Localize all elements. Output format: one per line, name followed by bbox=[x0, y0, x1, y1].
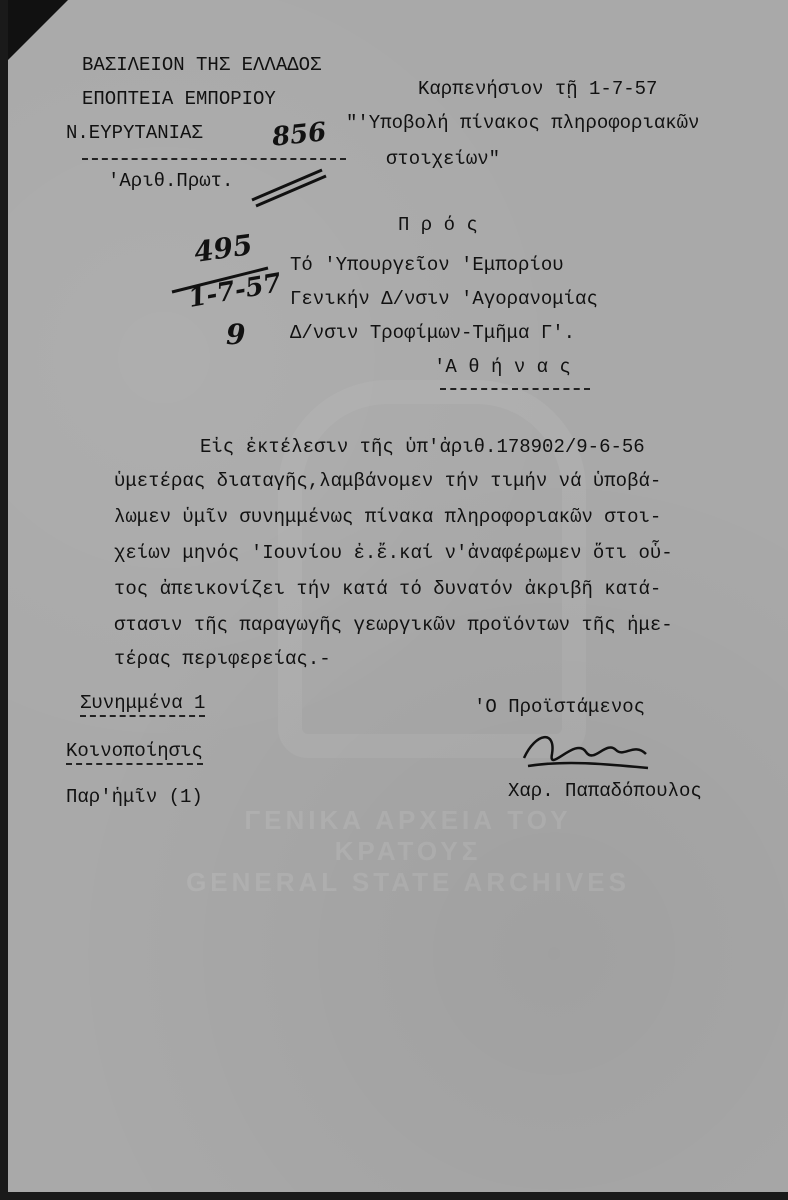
letterhead-line-1: ΒΑΣΙΛΕΙΟΝ ΤΗΣ ΕΛΛΑΔΟΣ bbox=[82, 54, 322, 76]
margin-note-mark: 9 bbox=[226, 318, 246, 351]
folded-corner bbox=[8, 0, 68, 60]
margin-note-date: 1-7-57 bbox=[186, 268, 284, 314]
handwritten-signature bbox=[516, 724, 656, 784]
signature-title: 'Ο Προϊστάμενος bbox=[474, 696, 646, 718]
protocol-number-label: 'Αριθ.Πρωτ. bbox=[108, 170, 234, 192]
signature-name: Χαρ. Παπαδόπουλος bbox=[508, 780, 702, 802]
body-line-7: τέρας περιφερείας.- bbox=[114, 648, 331, 670]
body-line-2: ὑμετέρας διαταγῆς,λαμβάνομεν τήν τιμήν νά ὑποβά- bbox=[114, 470, 662, 492]
handwritten-protocol-number: 856 bbox=[270, 117, 328, 153]
recipient-divider bbox=[440, 388, 590, 390]
recipient-line-1: Τό 'Υπουργεῖον 'Εμπορίου bbox=[290, 254, 564, 276]
letterhead-line-2: ΕΠΟΠΤΕΙΑ ΕΜΠΟΡΙΟΥ bbox=[82, 88, 276, 110]
letterhead-line-3: Ν.ΕΥΡΥΤΑΝΙΑΣ bbox=[66, 122, 203, 144]
margin-note-number: 495 bbox=[191, 228, 255, 269]
distribution-label: Κοινοποίησις bbox=[66, 742, 203, 765]
attachments-label: Συνημμένα 1 bbox=[80, 694, 205, 717]
protocol-strike-marks bbox=[248, 160, 328, 210]
subject-line-2: στοιχείων" bbox=[386, 148, 501, 170]
subject-line-1: "'Υποβολή πίνακος πληροφοριακῶν bbox=[346, 112, 700, 134]
body-line-3: λωμεν ὑμῖν συνημμένως πίνακα πληροφοριακῶν στοι- bbox=[114, 506, 662, 528]
body-line-5: τος ἀπεικονίζει τήν κατά τό δυνατόν ἀκριβῆ κατά- bbox=[114, 578, 662, 600]
recipient-city: 'Α θ ή ν α ς bbox=[434, 356, 571, 378]
archive-watermark: ΓΕΝΙΚΑ ΑΡΧΕΙΑ ΤΟΥ ΚΡΑΤΟΥΣ GENERAL STATE ARCHIVES bbox=[186, 805, 630, 898]
body-line-6: στασιν τῆς παραγωγῆς γεωργικῶν προϊόντων τῆς ἡμε- bbox=[114, 614, 673, 636]
body-line-1: Εἰς ἐκτέλεσιν τῆς ὑπ'ἀριθ.178902/9-6-56 bbox=[200, 436, 645, 458]
document-page bbox=[8, 0, 788, 1192]
place-date: Καρπενήσιον τῇ 1-7-57 bbox=[418, 78, 658, 100]
recipient-line-2: Γενικήν Δ/νσιν 'Αγορανομίας bbox=[290, 288, 598, 310]
copy-label: Παρ'ἡμῖν (1) bbox=[66, 786, 203, 808]
recipient-line-3: Δ/νσιν Τροφίμων-Τμῆμα Γ'. bbox=[290, 322, 576, 344]
body-line-4: χείων μηνός 'Ιουνίου ἐ.ἔ.καί ν'ἀναφέρωμεν ὅτι οὗ- bbox=[114, 542, 673, 564]
recipient-heading: Π ρ ό ς bbox=[398, 214, 478, 236]
